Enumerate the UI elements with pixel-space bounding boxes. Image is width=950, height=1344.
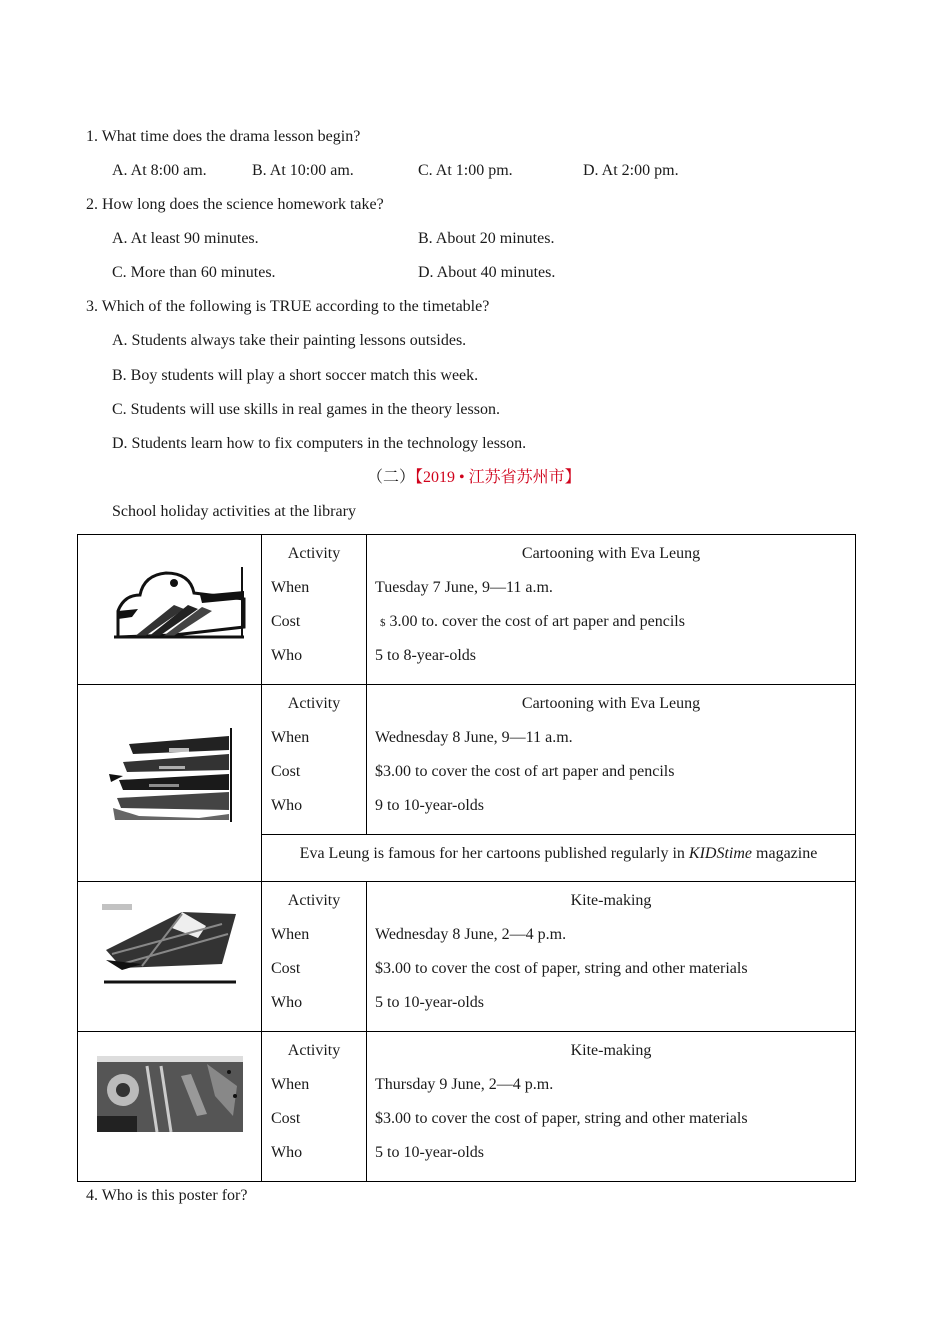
value-cell [367, 1032, 856, 1182]
q3-option-b: B. Boy students will play a short soccer match this week. [112, 367, 479, 384]
who-label: Who [271, 797, 303, 814]
q3-option-d: D. Students learn how to fix computers in the technology lesson. [112, 435, 527, 452]
magazine-name: KIDStime [688, 845, 753, 862]
when-value: Wednesday 8 June, 9—11 a.m. [375, 729, 573, 746]
activity-label: Activity [287, 695, 341, 712]
q3-option-a: A. Students always take their painting lessons outsides. [112, 332, 467, 349]
q3-option-c: C. Students will use skills in real games in the theory lesson. [112, 401, 500, 418]
cost-value [367, 611, 855, 645]
question-4: 4. Who is this poster for? [86, 1187, 248, 1204]
section-source-tag: 【2019 • 江苏省苏州市】 [415, 469, 581, 486]
note-text: Eva Leung is famous for her cartoons published regularly in [299, 845, 689, 862]
activity-label: Activity [287, 1042, 341, 1059]
q1-option-b: B. At 10:00 am. [252, 162, 354, 179]
who-value: 5 to 8-year-olds [375, 647, 476, 664]
when-value: Thursday 9 June, 2—4 p.m. [375, 1076, 554, 1093]
activity-value: Cartooning with Eva Leung [521, 695, 701, 712]
q2-option-b: B. About 20 minutes. [418, 230, 555, 247]
when-label: When [271, 579, 310, 596]
who-value: 9 to 10-year-olds [375, 797, 484, 814]
dollar-symbol: $ [380, 617, 386, 629]
label-cell [262, 535, 367, 685]
q2-option-a: A. At least 90 minutes. [112, 230, 259, 247]
activity-label: Activity [287, 892, 341, 909]
when-label: When [271, 926, 310, 943]
note-text-end: magazine [752, 845, 818, 862]
activity-value: Cartooning with Eva Leung [521, 545, 701, 562]
cost-value: $3.00 to cover the cost of paper, string and other materials [375, 960, 748, 977]
activities-table [77, 534, 856, 1182]
who-value: 5 to 10-year-olds [375, 1144, 484, 1161]
label-cell [262, 882, 367, 1032]
craft-materials-icon [97, 1056, 243, 1132]
duck-cartoon-icon [114, 565, 248, 639]
cost-value: $3.00 to cover the cost of art paper and pencils [375, 763, 675, 780]
who-label: Who [271, 994, 303, 1011]
pencils-icon [109, 728, 233, 822]
question-3: 3. Which of the following is TRUE according to the timetable? [86, 298, 490, 315]
image-cell [78, 535, 262, 685]
when-label: When [271, 729, 310, 746]
table-row [78, 882, 856, 1032]
who-value: 5 to 10-year-olds [375, 994, 484, 1011]
value-cell [367, 535, 856, 685]
image-cell [78, 882, 262, 1032]
poster-intro: School holiday activities at the library [112, 503, 356, 520]
q1-option-c: C. At 1:00 pm. [418, 162, 513, 179]
activity-label: Activity [287, 545, 341, 562]
who-label: Who [271, 647, 303, 664]
label-cell [262, 685, 367, 835]
activity-value: Kite-making [570, 892, 652, 909]
image-cell [78, 685, 262, 882]
cost-label: Cost [271, 1110, 301, 1127]
question-2: 2. How long does the science homework take? [86, 196, 384, 213]
table-row [78, 535, 856, 685]
table-row [78, 685, 856, 835]
when-value: Tuesday 7 June, 9—11 a.m. [375, 579, 553, 596]
q2-option-d: D. About 40 minutes. [418, 264, 556, 281]
cost-label: Cost [271, 960, 301, 977]
q1-option-d: D. At 2:00 pm. [583, 162, 679, 179]
when-value: Wednesday 8 June, 2—4 p.m. [375, 926, 567, 943]
q2-option-c: C. More than 60 minutes. [112, 264, 276, 281]
section-heading [367, 468, 581, 488]
when-label: When [271, 1076, 310, 1093]
table-row [78, 1032, 856, 1182]
label-cell [262, 1032, 367, 1182]
who-label: Who [271, 1144, 303, 1161]
q1-option-a: A. At 8:00 am. [112, 162, 207, 179]
section-prefix: （二） [367, 469, 416, 486]
value-cell [367, 685, 856, 835]
cost-label: Cost [271, 613, 301, 630]
cost-text: 3.00 to. cover the cost of art paper and pencils [389, 613, 685, 630]
cost-value: $3.00 to cover the cost of paper, string and other materials [375, 1110, 748, 1127]
image-cell [78, 1032, 262, 1182]
value-cell [367, 882, 856, 1032]
eva-leung-note [262, 835, 856, 882]
question-1: 1. What time does the drama lesson begin? [86, 128, 361, 145]
activity-value: Kite-making [570, 1042, 652, 1059]
cost-label: Cost [271, 763, 301, 780]
kite-icon [102, 904, 238, 986]
